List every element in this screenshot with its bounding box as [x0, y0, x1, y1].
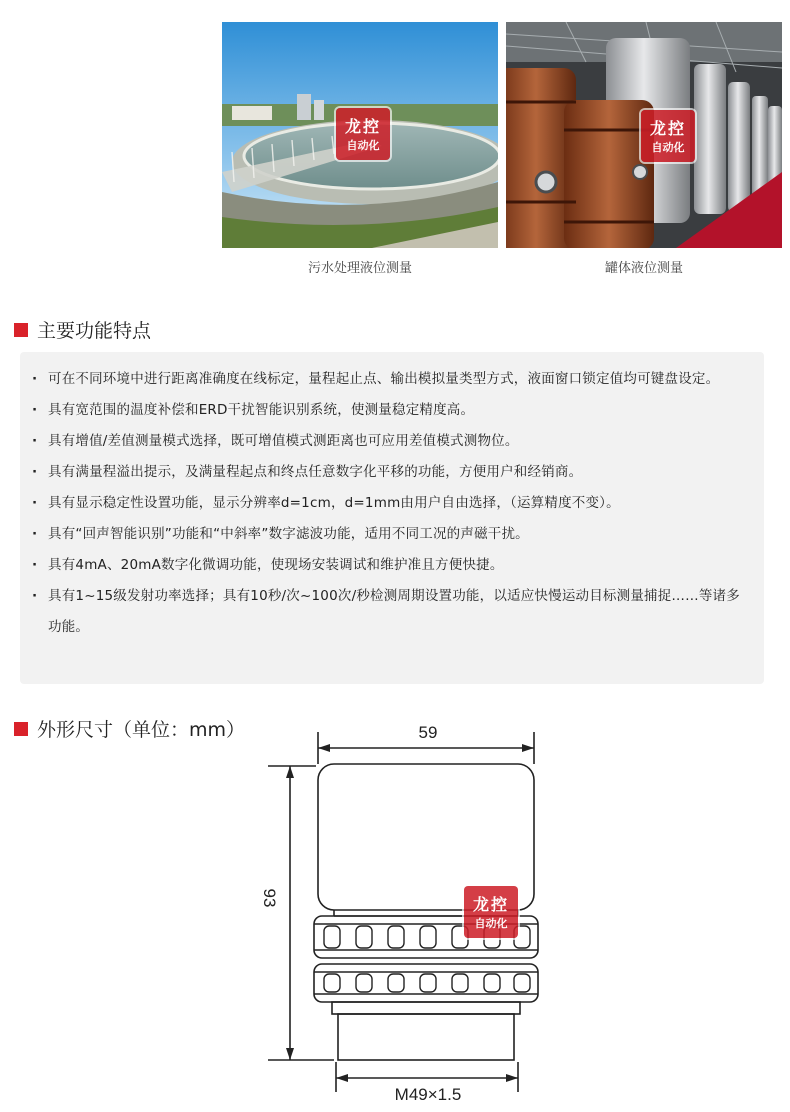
dimensions-heading — [14, 715, 245, 742]
feature-item: · 具有“回声智能识别”功能和“中斜率”数字滤波功能，适用不同工况的声磁干扰。 — [28, 519, 752, 550]
features-panel — [20, 352, 764, 684]
thread-dimension-label: M49×1.5 — [394, 1085, 462, 1104]
feature-item: · 具有显示稳定性设置功能，显示分辨率d=1cm，d=1mm由用户自由选择，（运算精度不变）。 — [28, 488, 752, 519]
watermark-line1: 龙控 — [472, 895, 509, 914]
watermark-logo — [641, 110, 695, 162]
width-dimension-label: 59 — [418, 723, 438, 742]
watermark-logo — [464, 886, 518, 938]
feature-item: · 具有满量程溢出提示，及满量程起点和终点任意数字化平移的功能，方便用户和经销商。 — [28, 457, 752, 488]
section-marker — [14, 323, 28, 337]
watermark-line2: 自动化 — [474, 917, 508, 930]
feature-item: · 可在不同环境中进行距离准确度在线标定，量程起止点、输出模拟量类型方式，液面窗口锁定值均可键盘设定。 — [28, 364, 752, 395]
feature-item: · 具有宽范围的温度补偿和ERD干扰智能识别系统，使测量稳定精度高。 — [28, 395, 752, 426]
features-heading — [14, 316, 151, 343]
watermark-line1: 龙控 — [344, 117, 381, 136]
watermark-line1: 龙控 — [649, 119, 686, 138]
dimensions-title: 外形尺寸（单位：mm） — [37, 719, 246, 741]
features-list — [28, 364, 752, 643]
feature-item: · 具有增值/差值测量模式选择，既可增值模式测距离也可应用差值模式测物位。 — [28, 426, 752, 457]
feature-item: · 具有4mA、20mA数字化微调功能，使现场安装调试和维护准且方便快捷。 — [28, 550, 752, 581]
sewage-caption: 污水处理液位测量 — [307, 261, 412, 276]
watermark-line2: 自动化 — [651, 141, 685, 154]
feature-item: · 具有1~15级发射功率选择；具有10秒/次~100次/秒检测周期设置功能，以适应快慢运动目标测量捕捉……等诸多功能。 — [28, 581, 752, 643]
section-marker — [14, 722, 28, 736]
watermark-line2: 自动化 — [346, 139, 380, 152]
height-dimension-label: 93 — [260, 888, 279, 908]
watermark-logo — [336, 108, 390, 160]
tank-caption: 罐体液位测量 — [604, 261, 683, 276]
features-title: 主要功能特点 — [37, 320, 152, 342]
